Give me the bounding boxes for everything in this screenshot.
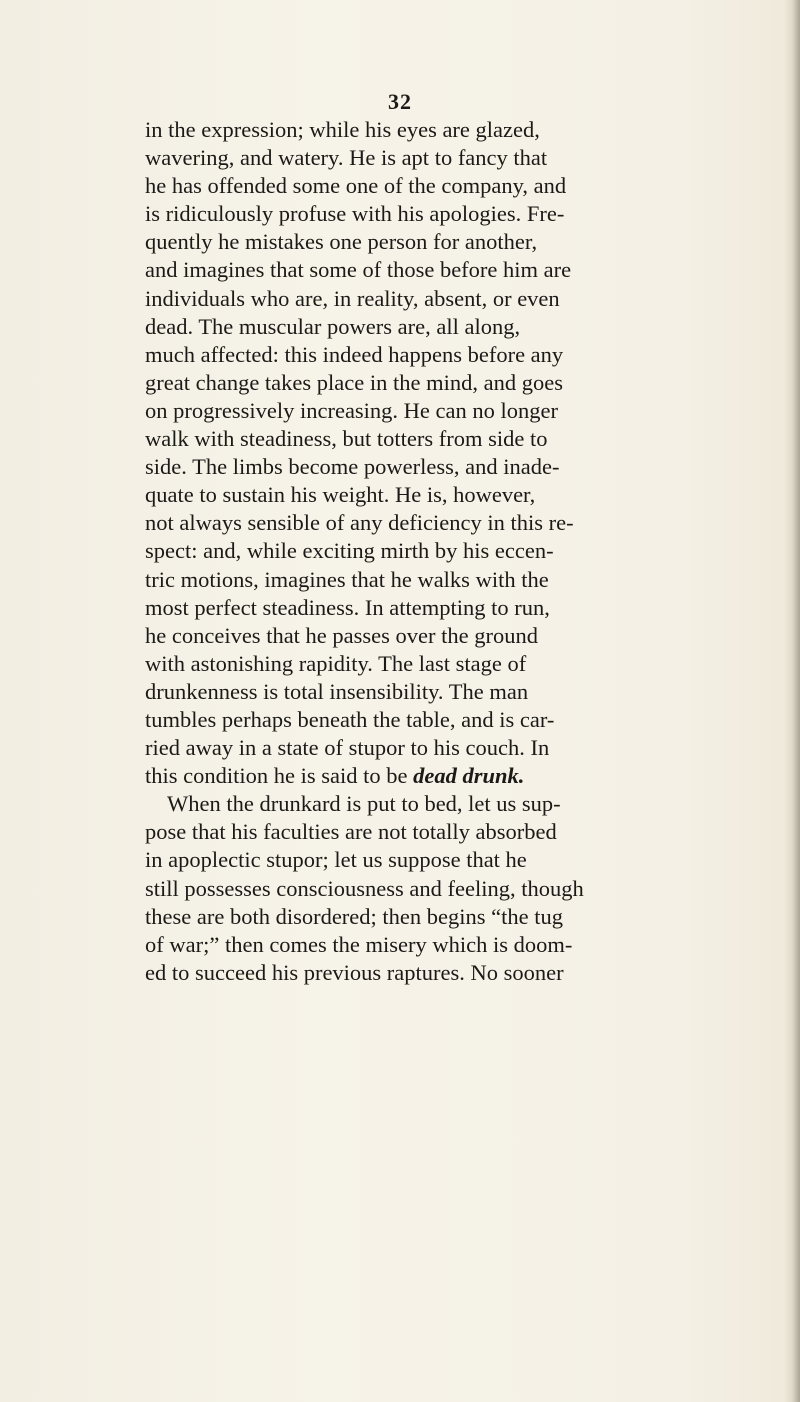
text-line-content: ried away in a state of stupor to his couch. In bbox=[145, 735, 550, 761]
text-line bbox=[145, 172, 795, 200]
text-line-content: individuals who are, in reality, absent, or even bbox=[145, 285, 560, 311]
text-line-content: these are both disordered; then begins “the tug bbox=[145, 903, 563, 929]
text-line bbox=[145, 341, 795, 369]
text-line-content: he has offended some one of the company, and bbox=[145, 173, 567, 199]
text-line-content: quate to sustain his weight. He is, however, bbox=[145, 482, 536, 508]
body-text bbox=[145, 116, 795, 987]
text-line-content: pose that his faculties are not totally absorbed bbox=[145, 819, 557, 845]
text-line-content: dead. The muscular powers are, all along, bbox=[145, 313, 521, 339]
text-line-content: he conceives that he passes over the ground bbox=[145, 622, 538, 648]
text-line-content: on progressively increasing. He can no longer bbox=[145, 397, 558, 423]
text-line-content: is ridiculously profuse with his apologies. Fre- bbox=[145, 201, 565, 227]
text-line bbox=[145, 762, 795, 790]
text-line-content: and imagines that some of those before him are bbox=[145, 257, 572, 283]
text-line bbox=[145, 875, 795, 903]
text-line bbox=[145, 313, 795, 341]
text-line-content: drunkenness is total insensibility. The man bbox=[145, 678, 529, 704]
text-line-content: tric motions, imagines that he walks with the bbox=[145, 566, 549, 592]
text-line-content: ed to succeed his previous raptures. No sooner bbox=[145, 959, 564, 985]
text-line bbox=[145, 425, 795, 453]
text-line-content: still possesses consciousness and feeling, though bbox=[145, 875, 584, 901]
text-line bbox=[145, 622, 795, 650]
text-line bbox=[145, 818, 795, 846]
text-line bbox=[145, 481, 795, 509]
text-line-content: great change takes place in the mind, and goes bbox=[145, 369, 563, 395]
text-line-content: in apoplectic stupor; let us suppose that he bbox=[145, 847, 527, 873]
text-line-content: walk with steadiness, but totters from side to bbox=[145, 426, 548, 452]
text-line bbox=[145, 509, 795, 537]
text-line-content: not always sensible of any deficiency in this re- bbox=[145, 510, 574, 536]
text-line bbox=[145, 734, 795, 762]
text-line bbox=[145, 594, 795, 622]
text-line bbox=[145, 285, 795, 313]
text-line-content: spect: and, while exciting mirth by his eccen- bbox=[145, 538, 554, 564]
text-line-content: When the drunkard is put to bed, let us sup- bbox=[167, 791, 561, 817]
text-line-content: side. The limbs become powerless, and inade- bbox=[145, 454, 560, 480]
text-line bbox=[145, 397, 795, 425]
text-line-content: tumbles perhaps beneath the table, and is car- bbox=[145, 706, 555, 732]
text-line bbox=[145, 706, 795, 734]
text-line bbox=[145, 144, 795, 172]
text-line-content: in the expression; while his eyes are glazed, bbox=[145, 117, 540, 142]
text-line bbox=[145, 678, 795, 706]
text-line-content: most perfect steadiness. In attempting to run, bbox=[145, 594, 550, 620]
text-line bbox=[145, 116, 795, 144]
text-line-content: much affected: this indeed happens before any bbox=[145, 341, 564, 367]
text-line-content: of war;” then comes the misery which is doom- bbox=[145, 931, 573, 957]
text-line bbox=[145, 790, 795, 818]
text-line bbox=[145, 200, 795, 228]
text-line bbox=[145, 256, 795, 284]
text-line bbox=[145, 846, 795, 874]
italic-phrase: dead drunk. bbox=[413, 763, 525, 789]
text-line bbox=[145, 959, 795, 987]
text-line bbox=[145, 453, 795, 481]
text-line bbox=[145, 931, 795, 959]
text-line bbox=[145, 228, 795, 256]
text-line-content: wavering, and watery. He is apt to fancy that bbox=[145, 145, 548, 171]
text-line bbox=[145, 369, 795, 397]
text-line-content: with astonishing rapidity. The last stage of bbox=[145, 650, 527, 676]
text-line-content: this condition he is said to be bbox=[145, 763, 408, 789]
text-line-content: quently he mistakes one person for another, bbox=[145, 229, 538, 255]
text-line bbox=[145, 566, 795, 594]
text-line bbox=[145, 537, 795, 565]
text-line bbox=[145, 903, 795, 931]
text-line bbox=[145, 650, 795, 678]
page-number: 32 bbox=[388, 89, 412, 114]
